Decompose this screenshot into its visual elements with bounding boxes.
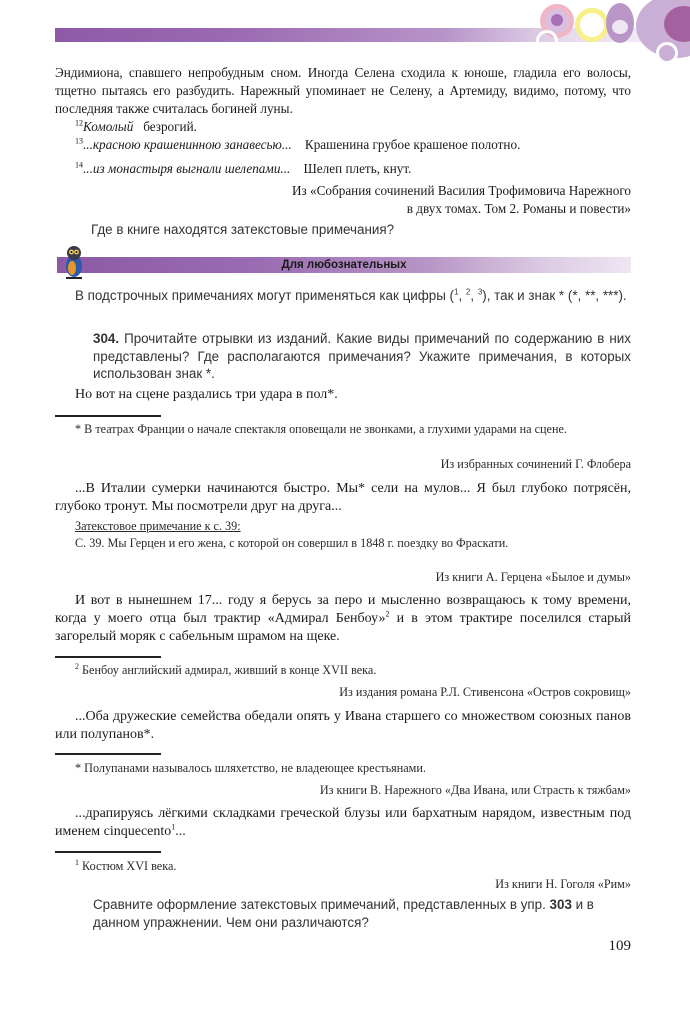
- footnote-flaubert: * В театрах Франции о начале спектакля оповещали не звонками, а глухими ударами на сцене.: [75, 422, 567, 436]
- final-task: [93, 896, 631, 931]
- note-definition: безрогий.: [143, 119, 197, 134]
- source-gogol: Из книги Н. Гоголя «Рим»: [495, 877, 631, 891]
- source-stevenson: Из издания романа Р.Л. Стивенсона «Остров сокровищ»: [339, 685, 631, 699]
- note-12: [55, 118, 631, 136]
- endnote-herzen: С. 39. Мы Герцен и его жена, с которой он совершил в 1848 г. поездку во Фраскати.: [75, 536, 509, 550]
- excerpt-narezhny: ...Оба дружеские семейства обедали опять у Ивана старшего со множеством союзных панов или полупанов*.: [55, 709, 631, 742]
- note-number: 12: [75, 118, 83, 128]
- page-number: 109: [608, 938, 631, 954]
- deco-circle-purple-dot: [551, 14, 563, 26]
- excerpt-text-b: и в этом трактире поселился старый загорелый моряк с сабельным шрамом на щеке.: [55, 611, 631, 644]
- footnote-number: 2: [75, 661, 79, 671]
- footnote-number: 1: [75, 857, 79, 867]
- sup-2: 2: [465, 287, 471, 297]
- footnote-rule: [55, 851, 161, 853]
- note-13: [55, 136, 631, 154]
- exercise-text: Прочитайте отрывки из изданий. Какие виды примечаний по содержанию в них представлены? Где располагаются примечания? Укажите примечания, в которых использован знак *.: [93, 331, 631, 381]
- source-line-2: в двух томах. Том 2. Романы и повести»: [406, 201, 631, 216]
- footnote-rule: [55, 753, 161, 755]
- note-term: ...красною крашенинною занавесью...: [83, 137, 292, 152]
- source-narezhny-2: Из книги В. Нарежного «Два Ивана, или Страсть к тяжбам»: [319, 783, 631, 797]
- note-definition: Шелеп плеть, кнут.: [303, 161, 412, 176]
- excerpt-flaubert: Но вот на сцене раздались три удара в пол*.: [75, 387, 338, 402]
- note-number: 13: [75, 136, 83, 146]
- excerpt-text-a: И вот в нынешнем 17... году я берусь за перо и мысленно возвращаюсь к тому времени, когда у моего отца был трактир «Адмирал Бенбоу»: [55, 593, 631, 626]
- note-term: Комолый: [83, 119, 134, 134]
- excerpt-stevenson: [55, 592, 631, 646]
- curious-intro: В подстрочных примечаниях могут применяться как цифры ($^1$, $^2$, $^3$), так и знак * (*, **, ***).: [75, 287, 627, 303]
- intro-text-a: В подстрочных примечаниях могут применяться как цифры (: [75, 288, 454, 303]
- footnote-ref: 1: [171, 822, 176, 832]
- deco-ring-white-2: [656, 42, 678, 64]
- sup-1: 1: [454, 287, 459, 297]
- source-line-1: Из «Собрания сочинений Василия Трофимовича Нарежного: [292, 183, 631, 198]
- footnote-stevenson: [55, 662, 631, 679]
- footnote-gogol: [55, 858, 631, 875]
- exercise-304: [93, 330, 631, 383]
- footnote-text: Бенбоу английский адмирал, живший в конце XVII века.: [82, 663, 377, 677]
- source-flaubert: Из избранных сочинений Г. Флобера: [440, 457, 631, 471]
- footnote-narezhny: * Полупанами называлось шляхетство, не владеющее крестьянами.: [75, 761, 426, 775]
- note-term: ...из монастыря выгнали шелепами...: [83, 161, 291, 176]
- deco-circle-yellow: [575, 8, 609, 42]
- task-text-b: и в данном упражнении. Чем они различаются?: [93, 897, 594, 930]
- section-title: Для любознательных: [281, 259, 407, 271]
- owl-mascot-icon: [61, 244, 87, 280]
- endnote-heading: Затекстовое примечание к с. 39:: [75, 519, 241, 533]
- deco-ring-white: [536, 30, 558, 52]
- question-endnotes: Где в книге находятся затекстовые примечания?: [91, 222, 395, 237]
- footnote-ref: 2: [385, 609, 390, 619]
- footnote-rule: [55, 656, 161, 658]
- footnote-text: Костюм XVI века.: [82, 859, 177, 873]
- note-definition: Крашенина грубое крашеное полотно.: [304, 137, 521, 152]
- source-narezhny-1: [55, 182, 631, 218]
- footnote-rule: [55, 415, 161, 417]
- excerpt-text-b: ...: [175, 824, 186, 839]
- exercise-number: 304.: [93, 331, 120, 346]
- section-header-curious: [57, 257, 631, 273]
- excerpt-text-a: ...драпируясь лёгкими складками греческой блузы или бархатным нарядом, известным под именем cinquecento: [55, 806, 631, 839]
- deco-circle-lilac-inner: [612, 20, 628, 34]
- source-herzen: Из книги А. Герцена «Былое и думы»: [435, 570, 631, 584]
- sup-3: 3: [477, 287, 483, 297]
- excerpt-gogol: [55, 805, 631, 841]
- exercise-ref: 303: [549, 897, 572, 912]
- task-text-a: Сравните оформление затекстовых примечаний, представленных в упр.: [93, 897, 550, 912]
- excerpt-herzen: ...В Италии сумерки начинаются быстро. Мы* сели на мулов... Я был глубоко потрясён, глубоко тронут. Мы посмотрели друг на друга...: [55, 481, 631, 514]
- intro-text-b: ), так и знак * (*, **, ***).: [482, 288, 627, 303]
- note-14: [55, 160, 631, 178]
- continued-paragraph: Эндимиона, спавшего непробудным сном. Иногда Селена сходила к юноше, гладила его волосы, тщетно пытаясь его разбудить. Нарежный упоминает не Селену, а Артемиду, видимо, потому, что последняя также считалась богиней луны.: [55, 65, 631, 116]
- note-number: 14: [75, 160, 83, 170]
